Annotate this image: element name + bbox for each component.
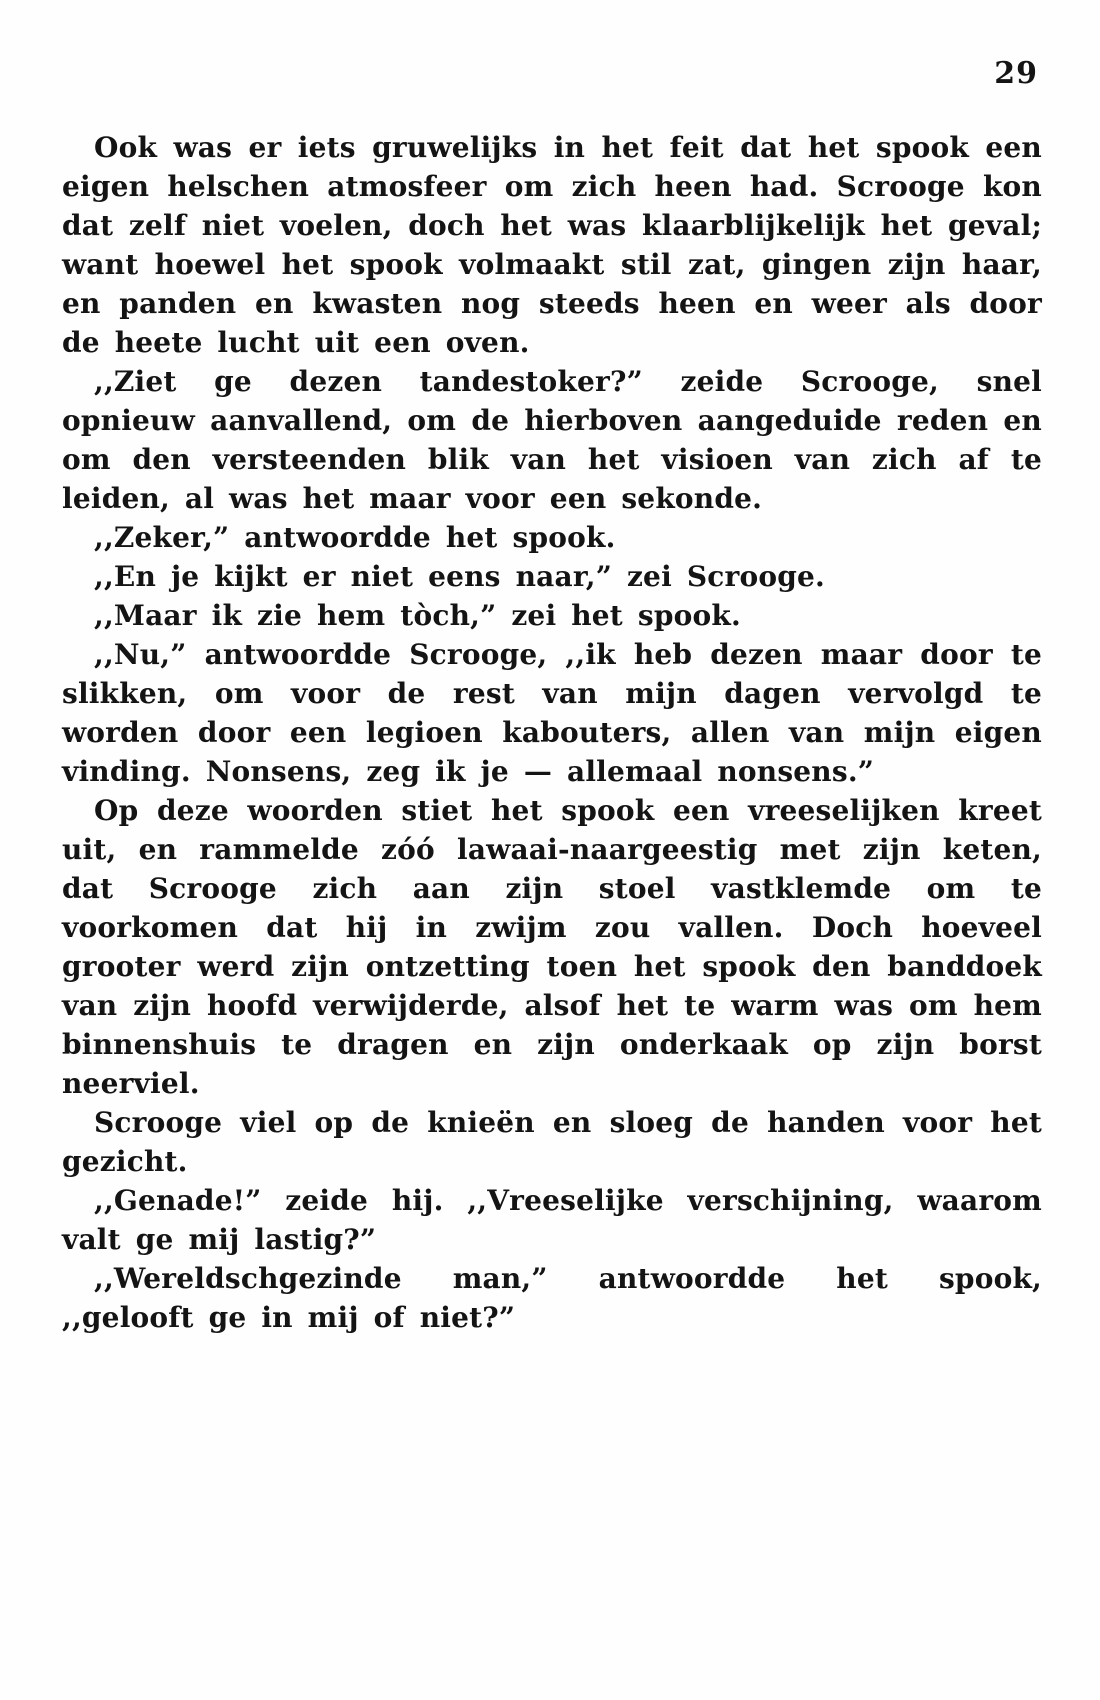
paragraph: ,,Ziet ge dezen tandestoker?” zeide Scrooge, snel opnieuw aanvallend, om de hierboven aangeduide reden en om den versteenden blik van het visioen van zich af te leiden, al was het maar voor een sekonde.	[62, 365, 1042, 515]
paragraph: ,,Zeker,” antwoordde het spook.	[94, 521, 616, 554]
paragraph: ,,Wereldschgezinde man,” antwoordde het spook, ,,gelooft ge in mij of niet?”	[62, 1262, 1042, 1334]
paragraph: Op deze woorden stiet het spook een vreeselijken kreet uit, en rammelde zóó lawaai-naargeestig met zijn keten, dat Scrooge zich aan zijn stoel vastklemde om te voorkomen dat hij in zwijm zou vallen. Doch hoeveel grooter werd zijn ontzetting toen het spook den banddoek van zijn hoofd verwijderde, alsof het te warm was om hem binnenshuis te dragen en zijn onderkaak op zijn borst neerviel.	[62, 794, 1042, 1100]
paragraph: ,,Maar ik zie hem tòch,” zei het spook.	[94, 599, 741, 632]
text-block	[62, 128, 1042, 1337]
page-number: 29	[994, 56, 1038, 91]
paragraph: Scrooge viel op de knieën en sloeg de handen voor het gezicht.	[62, 1106, 1042, 1178]
paragraph: ,,En je kijkt er niet eens naar,” zei Scrooge.	[94, 560, 825, 593]
paragraph: ,,Nu,” antwoordde Scrooge, ,,ik heb dezen maar door te slikken, om voor de rest van mijn dagen vervolgd te worden door een legioen kabouters, allen van mijn eigen vinding. Nonsens, zeg ik je — allemaal nonsens.”	[62, 638, 1042, 788]
paragraph: Ook was er iets gruwelijks in het feit dat het spook een eigen helschen atmosfeer om zich heen had. Scrooge kon dat zelf niet voelen, doch het was klaarblijkelijk het geval; want hoewel het spook volmaakt stil zat, gingen zijn haar, en panden en kwasten nog steeds heen en weer als door de heete lucht uit een oven.	[62, 131, 1042, 359]
paragraph: ,,Genade!” zeide hij. ,,Vreeselijke verschijning, waarom valt ge mij lastig?”	[62, 1184, 1042, 1256]
